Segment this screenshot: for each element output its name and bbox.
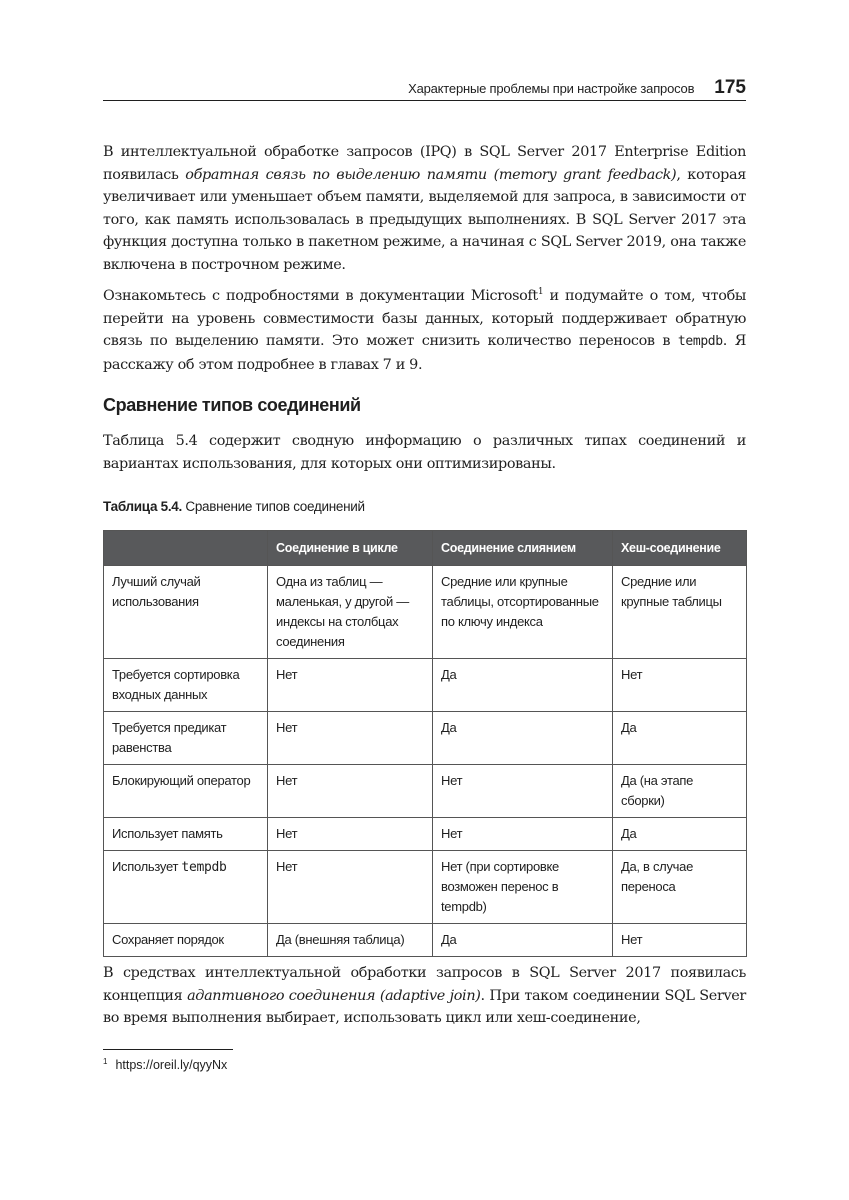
- header-cell-hash-join: Хеш-соединение: [613, 531, 747, 566]
- row-label: Использует память: [104, 818, 268, 851]
- table-cell: Нет: [613, 924, 747, 957]
- header-cell-merge-join: Соединение слиянием: [433, 531, 613, 566]
- row-label: Требуется сортировка входных данных: [104, 659, 268, 712]
- footnote: [103, 1058, 227, 1072]
- table-caption-text: Сравнение типов соединений: [181, 499, 365, 514]
- footnote-number: 1: [103, 1056, 108, 1066]
- row-label: Блокирующий оператор: [104, 765, 268, 818]
- table-cell: Нет: [268, 818, 433, 851]
- table-cell: Нет: [433, 818, 613, 851]
- table-caption-label: Таблица 5.4.: [103, 499, 182, 514]
- row-label: [104, 851, 268, 924]
- table-cell: Да (на этапе сборки): [613, 765, 747, 818]
- running-title: Характерные проблемы при настройке запросов: [408, 80, 695, 96]
- table-row: [104, 566, 747, 659]
- table-cell: Средние или крупные таблицы, отсортированные по ключу индекса: [433, 566, 613, 659]
- table-row: [104, 924, 747, 957]
- table-row: [104, 818, 747, 851]
- table-cell: Да: [433, 712, 613, 765]
- paragraph-adaptive-join: [103, 962, 746, 1030]
- table-cell: Да: [613, 712, 747, 765]
- term-adaptive-join: адаптивного соединения (adaptive join): [187, 987, 481, 1004]
- table-cell: Да: [613, 818, 747, 851]
- footnote-reference[interactable]: 1: [537, 287, 544, 298]
- table-row: [104, 851, 747, 924]
- code-tempdb: tempdb: [677, 334, 723, 350]
- paragraph-text: . Я расскажу об этом подробнее в главах 7 и 9.: [103, 333, 746, 373]
- footnote-divider: [103, 1049, 233, 1050]
- table-cell: Нет: [268, 851, 433, 924]
- paragraph-text: и подумайте о том, чтобы перейти на уровень совместимости базы данных, который поддерживает обратную связь по выделению памяти. Это может снизить количество переносов в: [103, 288, 746, 350]
- row-label: Сохраняет порядок: [104, 924, 268, 957]
- table-row: [104, 712, 747, 765]
- join-comparison-table: [103, 530, 747, 957]
- table-cell: Нет (при сортировке возможен перенос в tempdb): [433, 851, 613, 924]
- table-cell: Нет: [433, 765, 613, 818]
- row-label: Лучший случай использования: [104, 566, 268, 659]
- table-caption: [103, 499, 365, 514]
- table-cell: Одна из таблиц — маленькая, у другой — индексы на столбцах соединения: [268, 566, 433, 659]
- section-heading: Сравнение типов соединений: [103, 395, 361, 415]
- table-cell: Да: [433, 924, 613, 957]
- table-cell: Нет: [613, 659, 747, 712]
- term-memory-grant-feedback: обратная связь по выделению памяти (memory grant feedback): [185, 166, 677, 183]
- paragraph-microsoft-docs: [103, 285, 746, 376]
- code-tempdb: tempdb: [181, 860, 227, 875]
- section-intro: Таблица 5.4 содержит сводную информацию о различных типах соединений и вариантах использования, для которых они оптимизированы.: [103, 433, 746, 472]
- table-cell: Нет: [268, 712, 433, 765]
- paragraph-text: , которая увеличивает или уменьшает объем памяти, выделяемой для запроса, в зависимости от того, как память использовалась в предыдущих выполнениях. В SQL Server 2017 эта функция доступна только в пакетном режиме, а начиная с SQL Server 2019, она также включена в построчном режиме.: [103, 166, 747, 273]
- running-header: [103, 76, 746, 101]
- paragraph-text: В средствах интеллектуальной обработки запросов в SQL Server 2017 появилась концепция: [103, 965, 746, 1004]
- table-cell: Нет: [268, 765, 433, 818]
- page-number: 175: [714, 77, 746, 98]
- row-label: Требуется предикат равенства: [104, 712, 268, 765]
- footnote-link[interactable]: https://oreil.ly/qyyNx: [115, 1058, 228, 1072]
- table-cell: Да (внешняя таблица): [268, 924, 433, 957]
- paragraph-text: . При таком соединении SQL Server во время выполнения выбирает, использовать цикл или хеш-соединение,: [103, 987, 746, 1027]
- paragraph-memory-grant-feedback: [103, 141, 746, 277]
- paragraph-text: Ознакомьтесь с подробностями в документации Microsoft: [103, 288, 538, 304]
- table-cell: Средние или крупные таблицы: [613, 566, 747, 659]
- table-cell: Да: [433, 659, 613, 712]
- table-row: [104, 765, 747, 818]
- table-row: [104, 659, 747, 712]
- header-cell-empty: [104, 531, 268, 566]
- table-header-row: [104, 531, 747, 566]
- table-cell: Нет: [268, 659, 433, 712]
- row-label-text: Использует: [112, 859, 182, 874]
- header-cell-nested-loop: Соединение в цикле: [268, 531, 433, 566]
- table-cell: Да, в случае переноса: [613, 851, 747, 924]
- paragraph-text: В интеллектуальной обработке запросов (IPQ) в SQL Server 2017 Enterprise Edition появилась: [103, 144, 746, 183]
